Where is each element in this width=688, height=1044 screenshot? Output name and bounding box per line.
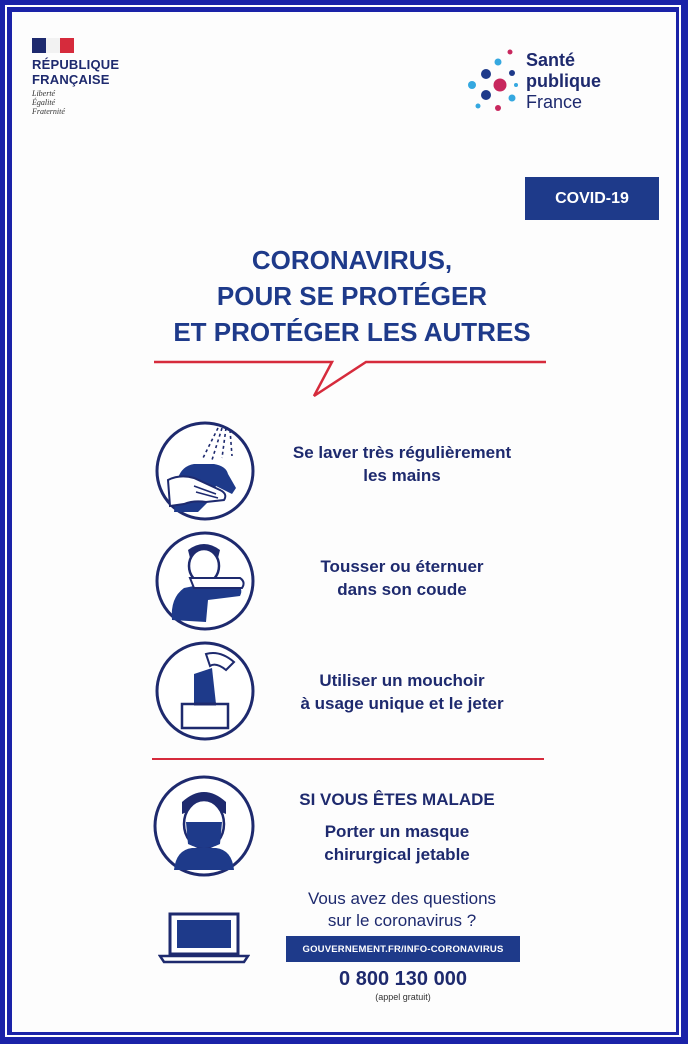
tissue-icon (154, 640, 256, 742)
tip-wash-hands (252, 441, 552, 487)
agency-line3: France (526, 92, 583, 112)
agency-line2: publique (526, 71, 601, 91)
info-url-link[interactable]: GOUVERNEMENT.FR/INFO-CORONAVIRUS (286, 936, 520, 962)
covid-badge: COVID-19 (525, 177, 659, 220)
tip-wash-hands-line1: Se laver très régulièrement (292, 443, 512, 462)
question-line2: sur le coronavirus ? (327, 911, 477, 930)
sick-advice-line2: chirurgical jetable (324, 845, 470, 864)
question-line1: Vous avez des questions (307, 889, 497, 908)
contact-question (282, 888, 522, 932)
tip-tissue (252, 669, 552, 715)
agency-line1: Santé (526, 50, 576, 70)
sick-advice (282, 820, 512, 866)
tip-wash-hands-line2: les mains (363, 466, 441, 485)
title-line2: POUR SE PROTÉGER (216, 281, 488, 311)
tip-tissue-line2: à usage unique et le jeter (300, 694, 504, 713)
laptop-icon (158, 910, 250, 966)
republic-name-line1: RÉPUBLIQUE (32, 57, 120, 72)
title-line3: ET PROTÉGER LES AUTRES (173, 317, 531, 347)
tip-cough-elbow-line1: Tousser ou éternuer (320, 557, 484, 576)
flag-icon (32, 38, 74, 53)
page-title (142, 242, 562, 350)
mask-icon (152, 774, 256, 878)
hand-washing-icon (154, 420, 256, 522)
motto-fraternite: Fraternité (32, 107, 65, 116)
cough-elbow-icon (154, 530, 256, 632)
sante-publique-france-logo (464, 40, 624, 130)
title-line1: CORONAVIRUS, (251, 245, 453, 275)
tip-cough-elbow-line2: dans son coude (337, 580, 467, 599)
sick-advice-line1: Porter un masque (324, 822, 470, 841)
agency-name (526, 50, 601, 113)
motto-liberte: Liberté (32, 89, 56, 98)
motto-egalite: Égalité (32, 98, 56, 107)
phone-note: (appel gratuit) (375, 992, 431, 1002)
poster (12, 12, 676, 1032)
tip-cough-elbow (252, 555, 552, 601)
dots-icon (464, 40, 524, 124)
section-divider (152, 758, 544, 760)
republic-name-line2: FRANÇAISE (32, 72, 110, 87)
sick-heading: SI VOUS ÊTES MALADE (299, 790, 495, 809)
republique-francaise-logo (32, 38, 119, 116)
phone-number[interactable]: 0 800 130 000 (339, 968, 467, 990)
tip-tissue-line1: Utiliser un mouchoir (319, 671, 485, 690)
speech-bubble-divider (154, 358, 546, 408)
